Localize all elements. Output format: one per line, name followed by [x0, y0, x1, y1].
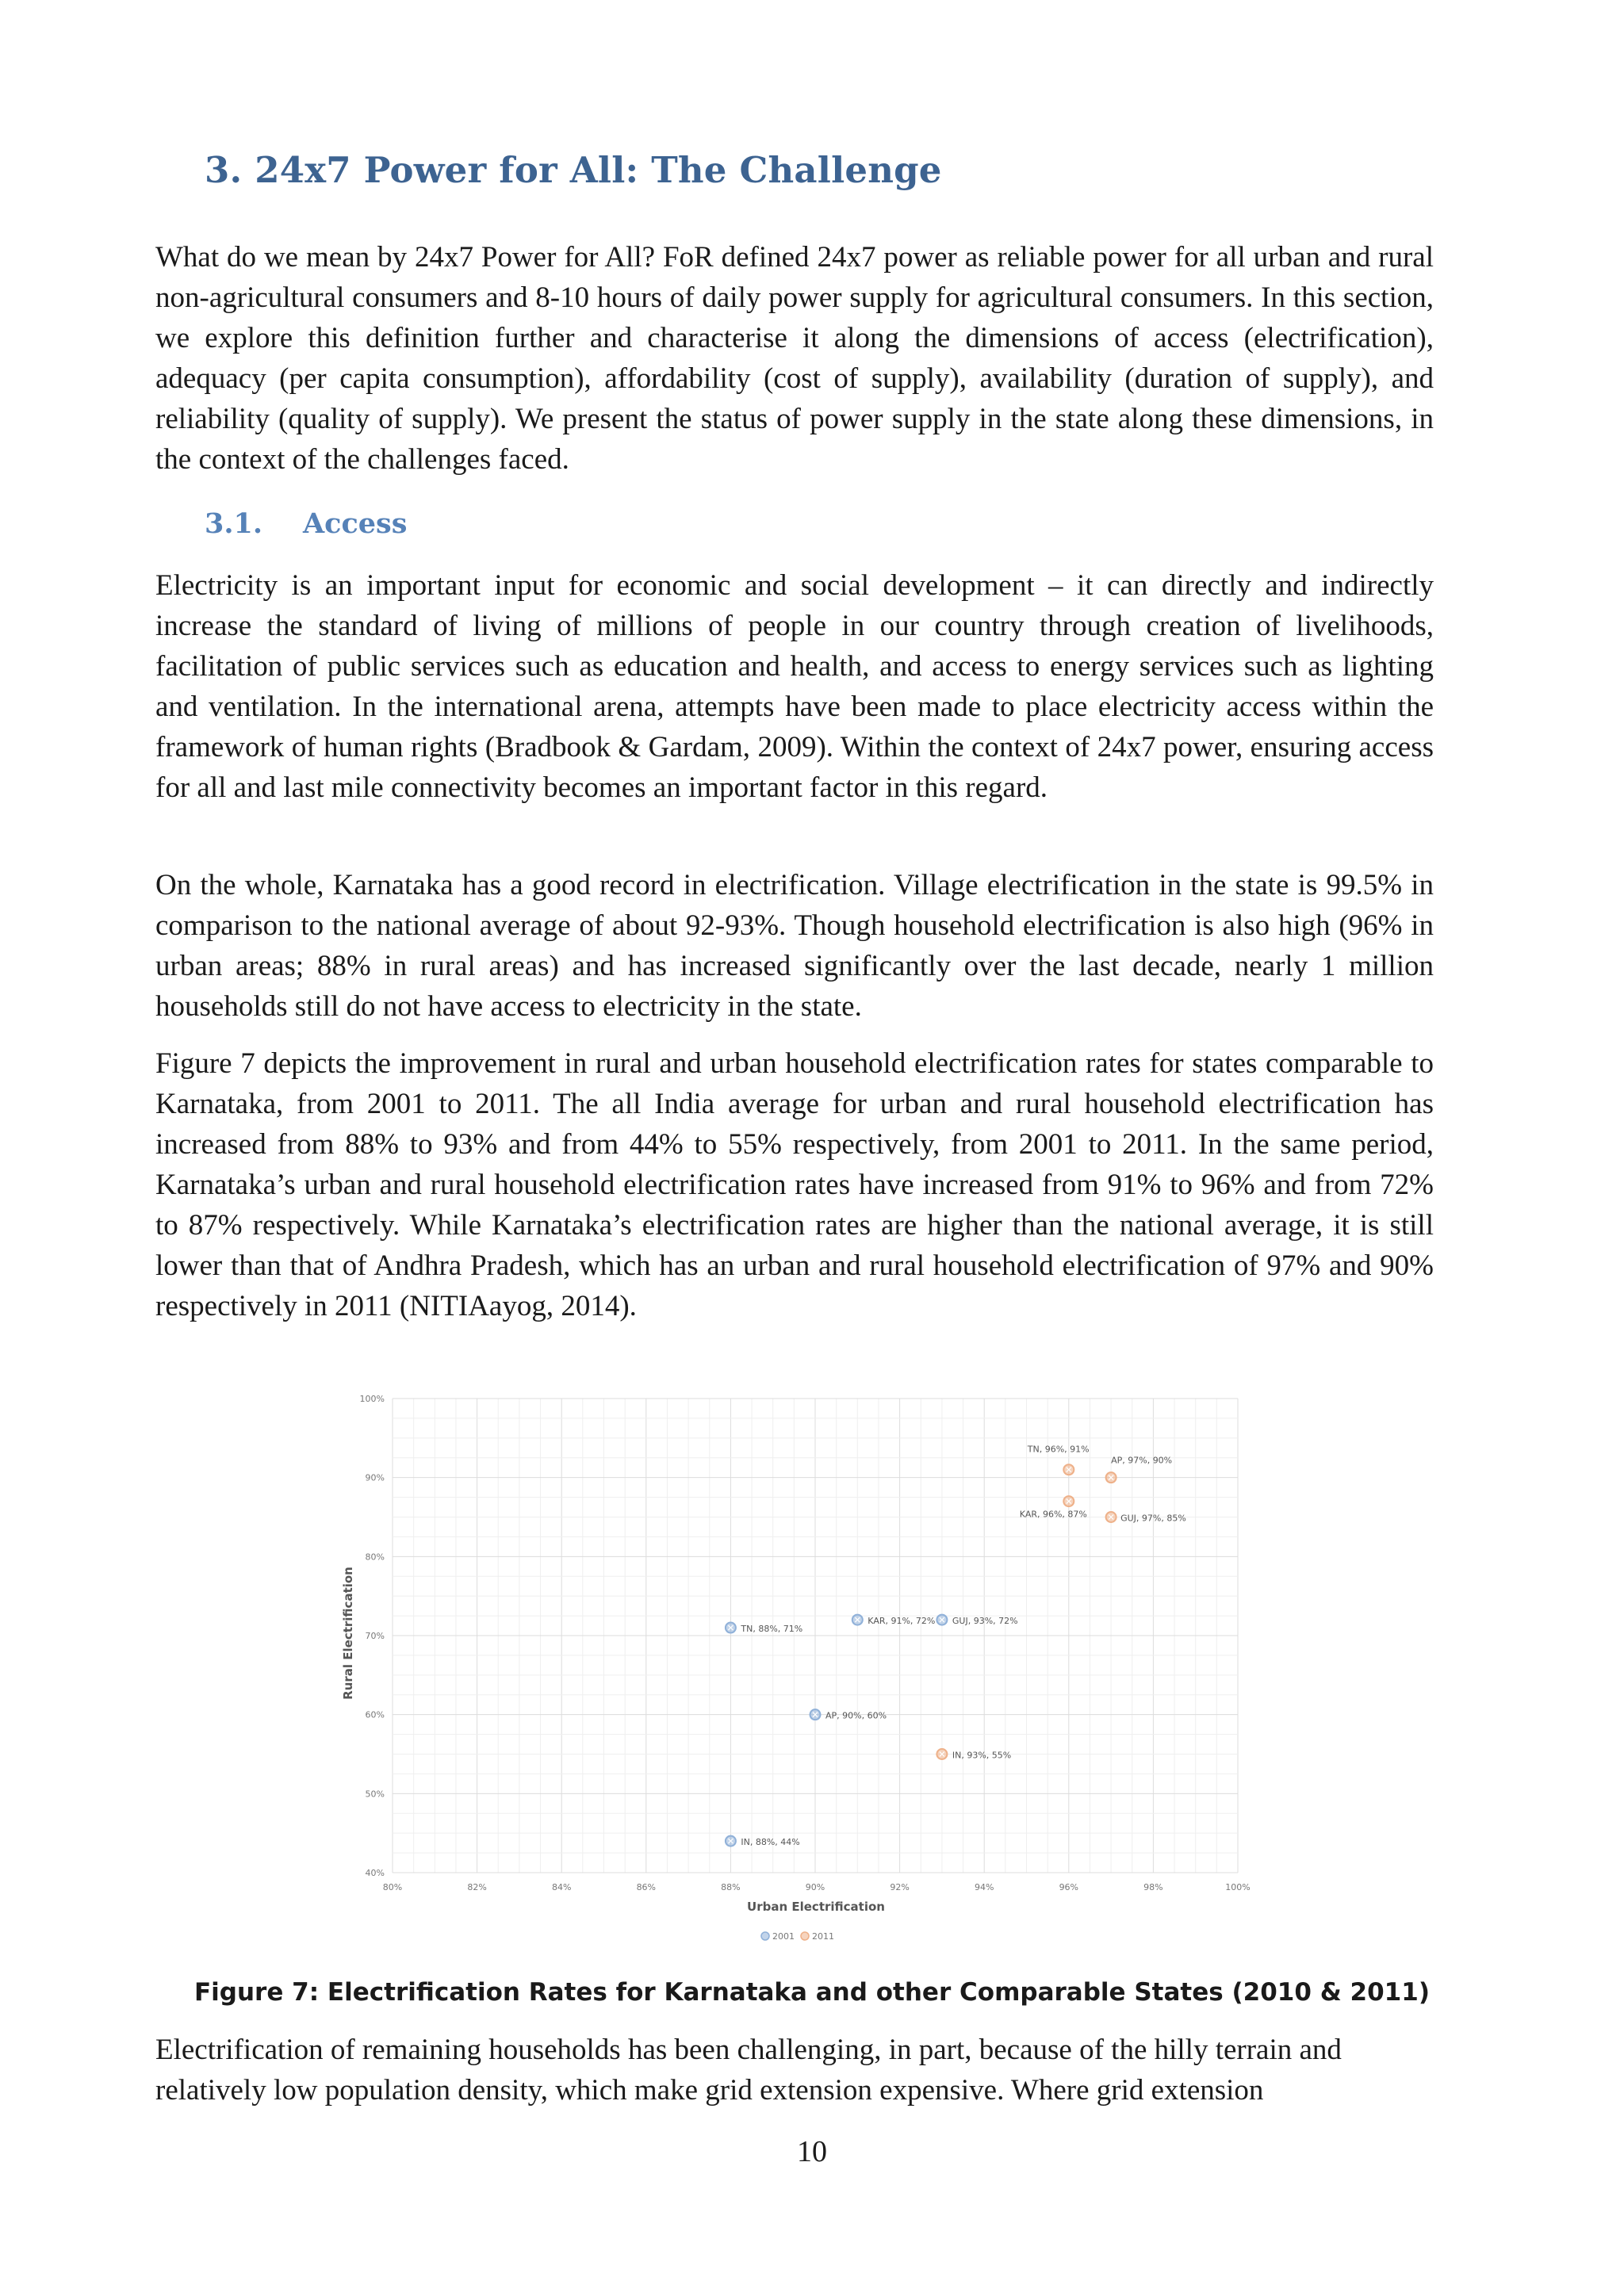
intro-paragraph: What do we mean by 24x7 Power for All? FoR defined 24x7 power as reliable power for all urban and rural non-agricultural consumers and 8-10 hours of daily power supply for agricultural consumers. In this section, we explore this definition further and characterise it along the dimensions of access (electrification), adequacy (per capita consumption), affordability (cost of supply), availability (duration of supply), and reliability (quality of supply). We present the status of power supply in the state along these dimensions, in the context of the challenges faced.: [155, 241, 1434, 476]
legend-item-2011: [801, 1931, 834, 1942]
x-tick-label: 84%: [551, 1882, 572, 1892]
x-tick-label: 82%: [467, 1882, 487, 1892]
data-point-2011: [1020, 1496, 1087, 1520]
data-point-2001: [726, 1836, 800, 1848]
chart-points: [726, 1445, 1186, 1847]
data-point-2001: [726, 1623, 802, 1634]
access-paragraph-2: On the whole, Karnataka has a good record in electrification. Village electrification in the state is 99.5% in comparison to the national average of about 92-93%. Though household electrification is also high (96% in urban areas; 88% in rural areas) and has increased significantly over the last decade, nearly 1 million households still do not have access to electricity in the state.: [155, 869, 1434, 1023]
legend-label: 2001: [772, 1931, 795, 1942]
electrification-scatter-chart: [329, 1387, 1261, 1950]
y-tick-label: 40%: [365, 1868, 385, 1878]
figure-caption: Figure 7: Electrification Rates for Karnataka and other Comparable States (2010 & 2011): [194, 1978, 1430, 2007]
page-number: 10: [797, 2135, 827, 2168]
legend-label: 2011: [812, 1931, 834, 1942]
data-point-2011: [1106, 1512, 1186, 1524]
y-tick-label: 60%: [365, 1709, 385, 1720]
data-point-2001: [852, 1615, 936, 1627]
y-tick-label: 70%: [365, 1631, 385, 1641]
x-tick-label: 98%: [1143, 1882, 1163, 1892]
point-label: AP, 97%, 90%: [1111, 1455, 1173, 1466]
y-tick-label: 90%: [365, 1472, 385, 1483]
y-tick-label: 100%: [359, 1394, 385, 1404]
data-point-2011: [936, 1749, 1011, 1761]
chart-legend: [761, 1931, 834, 1942]
legend-marker: [761, 1932, 769, 1940]
data-point-2001: [936, 1615, 1017, 1627]
x-tick-label: 86%: [636, 1882, 657, 1892]
point-label: TN, 96%, 91%: [1027, 1444, 1090, 1455]
data-point-2011: [1106, 1456, 1173, 1483]
legend-marker: [801, 1932, 809, 1940]
x-tick-label: 80%: [382, 1882, 403, 1892]
x-tick-label: 92%: [890, 1882, 910, 1892]
y-tick-label: 80%: [365, 1552, 385, 1563]
point-label: TN, 88%, 71%: [741, 1624, 803, 1635]
point-label: KAR, 96%, 87%: [1019, 1509, 1087, 1520]
subsection-title: Access: [303, 507, 408, 540]
figure-7: [329, 1387, 1261, 1950]
x-tick-label: 94%: [974, 1882, 994, 1892]
y-axis-label: Rural Electrification: [341, 1567, 355, 1700]
subsection-heading: [205, 507, 407, 540]
section-title: 3. 24x7 Power for All: The Challenge: [205, 149, 942, 191]
after-figure-paragraph: Electrification of remaining households has been challenging, in part, because of the hilly terrain and relatively low population density, which make grid extension expensive. Where grid extension: [155, 2034, 1342, 2107]
point-label: IN, 88%, 44%: [741, 1837, 800, 1848]
subsection-number: 3.1.: [205, 507, 263, 540]
data-point-2011: [1027, 1445, 1090, 1475]
x-tick-label: 88%: [721, 1882, 741, 1892]
point-label: GUJ, 93%, 72%: [952, 1616, 1018, 1627]
point-label: AP, 90%, 60%: [825, 1710, 887, 1721]
x-tick-label: 90%: [805, 1882, 825, 1892]
data-point-2001: [810, 1709, 887, 1721]
legend-item-2001: [761, 1931, 795, 1942]
point-label: KAR, 91%, 72%: [868, 1616, 936, 1627]
access-paragraph-1: Electricity is an important input for economic and social development – it can directly and indirectly increase the standard of living of millions of people in our country through creation of livelihoods, facilitation of public services such as education and health, and access to energy services such as lighting and ventilation. In the international arena, attempts have been made to place electricity access within the framework of human rights (Bradbook & Gardam, 2009). Within the context of 24x7 power, ensuring access for all and last mile connectivity becomes an important factor in this regard.: [155, 569, 1434, 804]
point-label: IN, 93%, 55%: [952, 1750, 1012, 1761]
y-tick-label: 50%: [365, 1789, 385, 1800]
point-label: GUJ, 97%, 85%: [1120, 1513, 1186, 1524]
x-tick-label: 96%: [1059, 1882, 1079, 1892]
access-paragraph-3: Figure 7 depicts the improvement in rural and urban household electrification rates for states comparable to Karnataka, from 2001 to 2011. The all India average for urban and rural household electrification has increased from 88% to 93% and from 44% to 55% respectively, from 2001 to 2011. In the same period, Karnataka’s urban and rural household electrification rates have increased from 91% to 96% and from 72% to 87% respectively. While Karnataka’s electrification rates are higher than the national average, it is still lower than that of Andhra Pradesh, which has an urban and rural household electrification of 97% and 90% respectively in 2011 (NITIAayog, 2014).: [155, 1047, 1434, 1322]
x-tick-label: 100%: [1225, 1882, 1251, 1892]
x-axis-label: Urban Electrification: [747, 1900, 885, 1914]
chart-grid: [393, 1399, 1238, 1873]
chart-ticks: [360, 1394, 1251, 1892]
